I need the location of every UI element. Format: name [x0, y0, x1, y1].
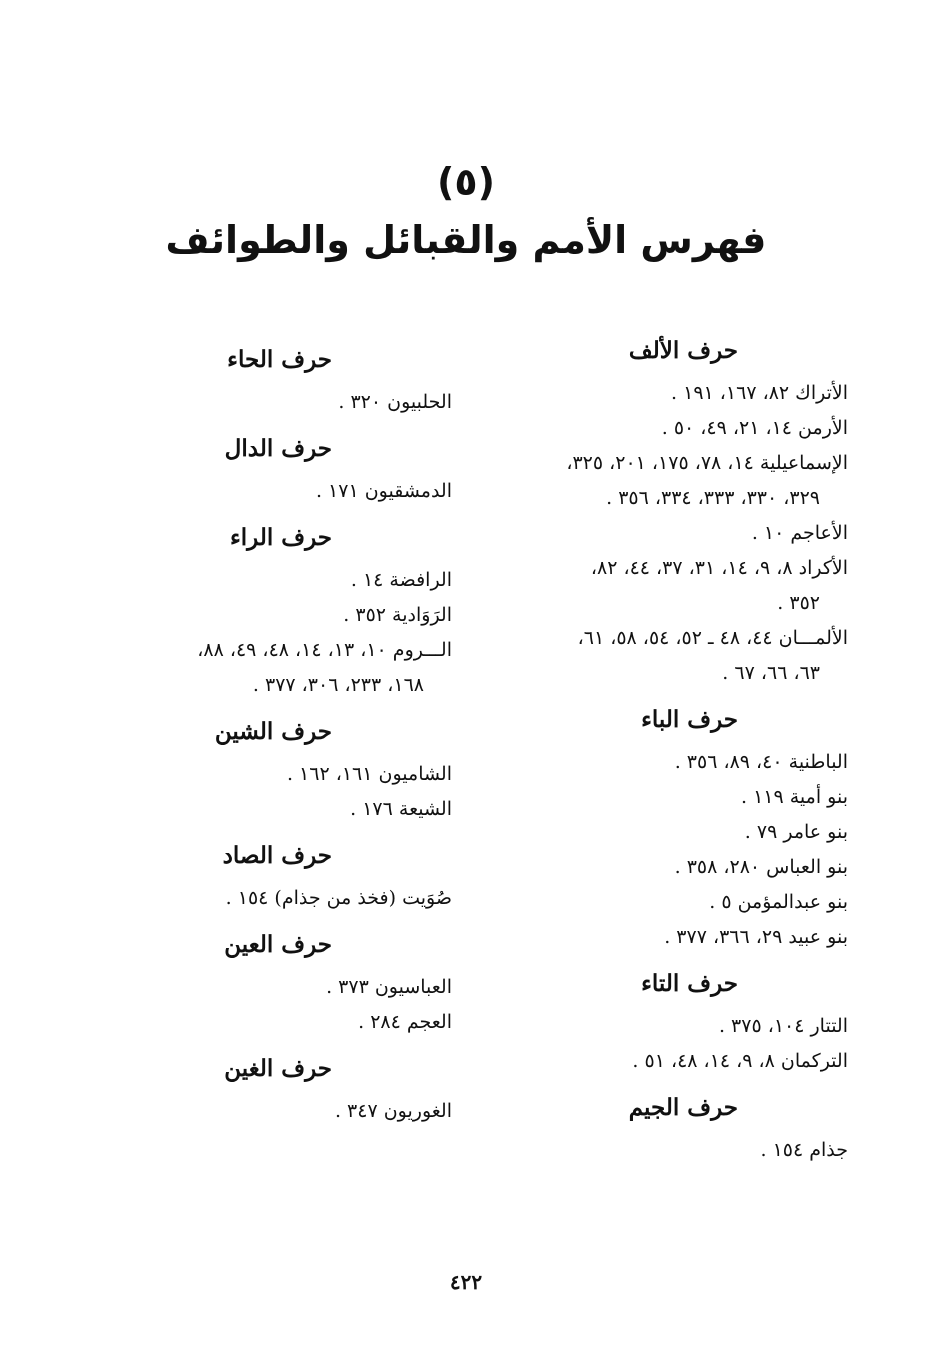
- letter-section: [498, 969, 848, 1079]
- section-heading: حرف الراء: [229, 524, 332, 551]
- index-entry: [498, 850, 848, 885]
- index-title: فهرس الأمم والقبائل والطوائف: [165, 218, 767, 262]
- entry-text: الشاميون ١٦١، ١٦٢ .: [286, 763, 452, 785]
- section-heading: حرف الألف: [628, 337, 738, 364]
- index-entry: [498, 920, 848, 955]
- entry-text: العباسيون ٣٧٣ .: [326, 976, 452, 998]
- index-entry: [92, 1094, 452, 1129]
- letter-section: [92, 345, 452, 420]
- entry-text: الـــروم ١٠، ١٣، ١٤، ٤٨، ٤٩، ٨٨،: [197, 639, 452, 661]
- entry-text: الأكراد ٨، ٩، ١٤، ٣١، ٣٧، ٤٤، ٨٢،: [590, 557, 848, 579]
- entry-text: بنو عبيد ٢٩، ٣٦٦، ٣٧٧ .: [664, 926, 848, 948]
- index-entry: [92, 1005, 452, 1040]
- index-entry: [92, 474, 452, 509]
- entry-text: بنو عامر ٧٩ .: [744, 821, 848, 843]
- letter-section: [498, 336, 848, 691]
- index-entry: [498, 1009, 848, 1044]
- letter-section: [498, 705, 848, 955]
- section-heading: حرف الدال: [224, 435, 332, 462]
- index-entry: [498, 780, 848, 815]
- index-entry: [498, 815, 848, 850]
- entry-text: الإسماعيلية ١٤، ٧٨، ١٧٥، ٢٠١، ٣٢٥،: [566, 452, 848, 474]
- entry-text: الدمشقيون ١٧١ .: [315, 480, 452, 502]
- section-heading: حرف الغين: [224, 1055, 332, 1082]
- index-entry: [498, 551, 848, 621]
- entry-text: بنو عبدالمؤمن ٥ .: [709, 891, 848, 913]
- section-heading: حرف الجيم: [628, 1094, 738, 1121]
- entry-continuation: ١٦٨، ٢٣٣، ٣٠٦، ٣٧٧ .: [252, 674, 424, 696]
- entry-text: الرافضة ١٤ .: [350, 569, 452, 591]
- entry-text: جذام ١٥٤ .: [760, 1139, 848, 1161]
- entry-text: الشيعة ١٧٦ .: [350, 798, 452, 820]
- left-column: [92, 345, 452, 1129]
- index-entry: [92, 792, 452, 827]
- entry-text: الرَوَادية ٣٥٢ .: [343, 604, 452, 626]
- index-entry: [498, 885, 848, 920]
- section-heading: حرف العين: [224, 931, 332, 958]
- entry-text: الغوريون ٣٤٧ .: [334, 1100, 452, 1122]
- entry-text: الأعاجم ١٠ .: [751, 522, 848, 544]
- letter-section: [92, 434, 452, 509]
- section-heading: حرف الباء: [641, 706, 738, 733]
- entry-text: بنو العباس ٢٨٠، ٣٥٨ .: [674, 856, 848, 878]
- index-entry: [498, 621, 848, 691]
- letter-section: [92, 930, 452, 1040]
- index-entry: [92, 881, 452, 916]
- index-entry: [498, 446, 848, 516]
- index-entry: [92, 970, 452, 1005]
- entry-continuation: ٦٣، ٦٦، ٦٧ .: [722, 662, 820, 684]
- index-entry: [92, 385, 452, 420]
- entry-continuation: ٣٢٩، ٣٣٠، ٣٣٣، ٣٣٤، ٣٥٦ .: [606, 487, 820, 509]
- entry-text: الحلبيون ٣٢٠ .: [338, 391, 452, 413]
- section-heading: حرف الحاء: [227, 346, 332, 373]
- index-entry: [498, 516, 848, 551]
- letter-section: [498, 1093, 848, 1168]
- entry-text: بنو أمية ١١٩ .: [740, 786, 848, 808]
- index-entry: [498, 745, 848, 780]
- letter-section: [92, 1054, 452, 1129]
- index-entry: [498, 1133, 848, 1168]
- entry-text: العجم ٢٨٤ .: [358, 1011, 452, 1033]
- entry-text: الأتراك ٨٢، ١٦٧، ١٩١ .: [671, 382, 848, 404]
- section-heading: حرف التاء: [641, 970, 738, 997]
- right-column: [498, 336, 848, 1168]
- page-number: ٤٢٢: [449, 1270, 483, 1294]
- index-entry: [498, 376, 848, 411]
- index-entry: [92, 757, 452, 792]
- section-heading: حرف الشين: [214, 718, 332, 745]
- letter-section: [92, 523, 452, 703]
- entry-continuation: ٣٥٢ .: [777, 592, 820, 614]
- index-entry: [92, 633, 452, 703]
- section-heading: حرف الصاد: [222, 842, 332, 869]
- entry-text: التركمان ٨، ٩، ١٤، ٤٨، ٥١ .: [632, 1050, 848, 1072]
- entry-text: التتار ١٠٤، ٣٧٥ .: [718, 1015, 848, 1037]
- index-number: (٥): [437, 160, 495, 204]
- index-entry: [498, 411, 848, 446]
- entry-text: الألمـــان ٤٤، ٤٨ ـ ٥٢، ٥٤، ٥٨، ٦١،: [577, 627, 848, 649]
- letter-section: [92, 841, 452, 916]
- entry-text: صُوَيت (فخذ من جذام) ١٥٤ .: [225, 887, 452, 909]
- letter-section: [92, 717, 452, 827]
- index-entry: [92, 563, 452, 598]
- entry-text: الأرمن ١٤، ٢١، ٤٩، ٥٠ .: [661, 417, 848, 439]
- index-entry: [498, 1044, 848, 1079]
- index-entry: [92, 598, 452, 633]
- entry-text: الباطنية ٤٠، ٨٩، ٣٥٦ .: [674, 751, 848, 773]
